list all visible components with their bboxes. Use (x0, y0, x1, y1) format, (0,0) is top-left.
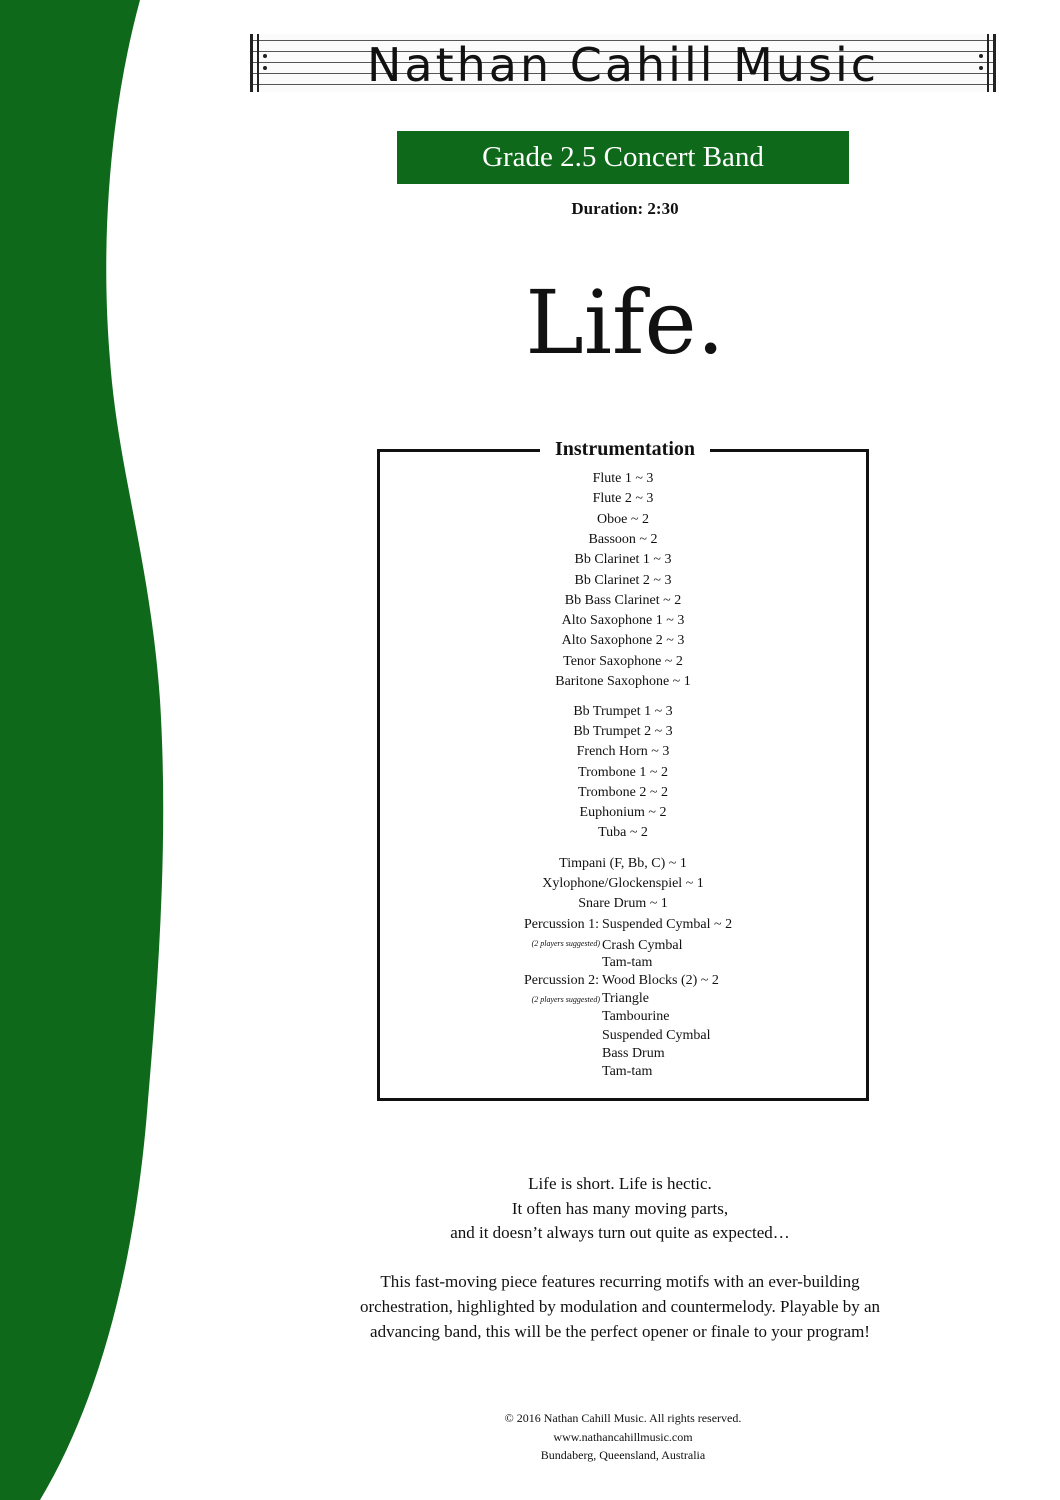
description-line: Life is short. Life is hectic. (528, 1174, 712, 1193)
instrument-item: Xylophone/Glockenspiel ~ 1 (542, 876, 704, 892)
percussion2-item: Tam-tam (602, 1064, 653, 1079)
description-line: and it doesn’t always turn out quite as expected… (450, 1223, 790, 1242)
percussion2-item: Triangle (602, 991, 649, 1007)
footer-line: www.nathancahillmusic.com (553, 1429, 693, 1444)
footer-line: © 2016 Nathan Cahill Music. All rights reserved. (504, 1411, 742, 1425)
instrument-item: Alto Saxophone 2 ~ 3 (561, 633, 685, 649)
instrument-item: Alto Saxophone 1 ~ 3 (561, 613, 685, 629)
instrument-item: Trombone 1 ~ 2 (578, 764, 668, 780)
instrument-item: Tuba ~ 2 (598, 825, 648, 841)
percussion1-item: Crash Cymbal (602, 938, 683, 953)
instrument-item: Bb Bass Clarinet ~ 2 (564, 592, 682, 608)
instrument-item: Bassoon ~ 2 (588, 531, 658, 547)
description-line: orchestration, highlighted by modulation and countermelody. Playable by an (359, 1297, 881, 1316)
percussion1-label: Percussion 1: (523, 917, 599, 932)
instrument-item: Snare Drum ~ 1 (578, 896, 668, 912)
footer-line: Bundaberg, Queensland, Australia (540, 1448, 706, 1462)
description-line: It often has many moving parts, (511, 1198, 729, 1218)
instrument-item: Flute 1 ~ 3 (592, 471, 654, 486)
instrument-item: Bb Clarinet 1 ~ 3 (574, 552, 672, 568)
percussion1-item: Tam-tam (602, 955, 653, 970)
percussion1-note: (2 players suggested) (531, 939, 600, 948)
instrument-item: Oboe ~ 2 (597, 511, 649, 527)
description-line: This fast-moving piece features recurring motifs with an ever-building (380, 1272, 860, 1291)
instrument-item: Flute 2 ~ 3 (592, 491, 654, 507)
duration-label: Duration: 2:30 (571, 199, 679, 218)
description-line: advancing band, this will be the perfect opener or finale to your program! (370, 1322, 870, 1341)
percussion2-item: Tambourine (602, 1009, 670, 1025)
instrument-item: Baritone Saxophone ~ 1 (555, 674, 691, 689)
brand-logo (250, 34, 996, 92)
percussion2-label: Percussion 2: (523, 973, 599, 988)
instrument-item: Bb Clarinet 2 ~ 3 (574, 572, 672, 588)
instrumentation-heading: Instrumentation (540, 436, 710, 462)
instrument-item: French Horn ~ 3 (576, 744, 670, 760)
instrument-item: Timpani (F, Bb, C) ~ 1 (559, 856, 687, 871)
percussion1-item: Suspended Cymbal ~ 2 (602, 917, 733, 932)
percussion2-note: (2 players suggested) (531, 995, 600, 1004)
instrument-item: Bb Trumpet 1 ~ 3 (573, 704, 673, 719)
percussion2-item: Bass Drum (602, 1045, 665, 1061)
instrument-item: Trombone 2 ~ 2 (578, 784, 668, 800)
brand-name: Nathan Cahill Music (366, 38, 880, 92)
instrument-item: Tenor Saxophone ~ 2 (563, 653, 683, 669)
piece-title: Life. (525, 271, 725, 374)
instrument-item: Euphonium ~ 2 (579, 805, 667, 820)
percussion2-item: Suspended Cymbal (602, 1027, 711, 1043)
grade-banner: Grade 2.5 Concert Band (397, 131, 849, 184)
percussion2-item: Wood Blocks (2) ~ 2 (602, 973, 719, 988)
instrument-item: Bb Trumpet 2 ~ 3 (573, 724, 673, 740)
